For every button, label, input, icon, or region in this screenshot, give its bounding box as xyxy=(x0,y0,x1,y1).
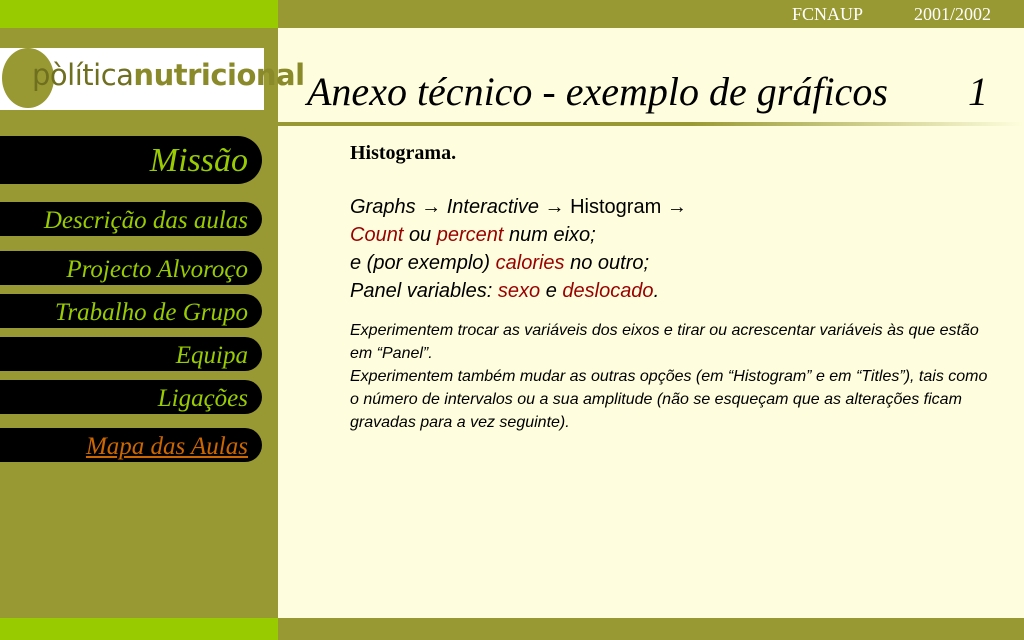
nav-trabalho-de-grupo[interactable] xyxy=(0,294,262,328)
instruction-paragraph-1: Experimentem trocar as variáveis dos eixos e tirar ou acrescentar variáveis às que estão em “Panel”. xyxy=(350,322,979,362)
header-institution: FCNAUP xyxy=(792,4,864,24)
nav-descricao-das-aulas[interactable] xyxy=(0,202,262,236)
title-divider xyxy=(278,122,1024,126)
axis-line-2: e (por exemplo) calories no outro; xyxy=(350,252,650,274)
bottom-bar-accent xyxy=(0,618,278,640)
instruction-paragraph-2: Experimentem também mudar as outras opções (em “Histogram” e em “Titles”), tais como o número de intervalos ou a sua amplitude (não se esqueçam que as alterações ficam gravadas para a vez seguinte). xyxy=(350,368,988,431)
page-number: 1 xyxy=(968,69,988,114)
nav-mapa-das-aulas[interactable] xyxy=(0,428,262,462)
nav-missao[interactable] xyxy=(0,136,262,184)
nav-projecto-alvoroco[interactable] xyxy=(0,251,262,285)
nav-label: Descrição das aulas xyxy=(43,207,248,234)
axis-line-1: Count ou percent num eixo; xyxy=(350,224,596,246)
bottom-bar xyxy=(278,618,1024,640)
nav-label: Missão xyxy=(149,142,248,179)
menu-path: Graphs → Interactive → Histogram → xyxy=(350,196,687,218)
top-bar-accent xyxy=(0,0,278,28)
nav-ligacoes[interactable] xyxy=(0,380,262,414)
page-title: Anexo técnico - exemplo de gráficos xyxy=(307,69,888,114)
top-bar xyxy=(278,0,1024,28)
main-content xyxy=(350,142,1000,434)
nav-label: Equipa xyxy=(175,342,248,369)
nav-label: Trabalho de Grupo xyxy=(54,299,248,326)
logo xyxy=(0,48,305,110)
header-year: 2001/2002 xyxy=(914,4,992,24)
panel-variables-line: Panel variables: sexo e deslocado. xyxy=(350,280,660,302)
section-heading: Histograma. xyxy=(350,142,457,164)
nav-label: Mapa das Aulas xyxy=(85,433,248,460)
nav-label: Ligações xyxy=(157,385,248,412)
nav-label: Projecto Alvoroço xyxy=(66,256,248,283)
nav-equipa[interactable] xyxy=(0,337,262,371)
logo-text: pòlíticanutricional xyxy=(32,58,305,92)
